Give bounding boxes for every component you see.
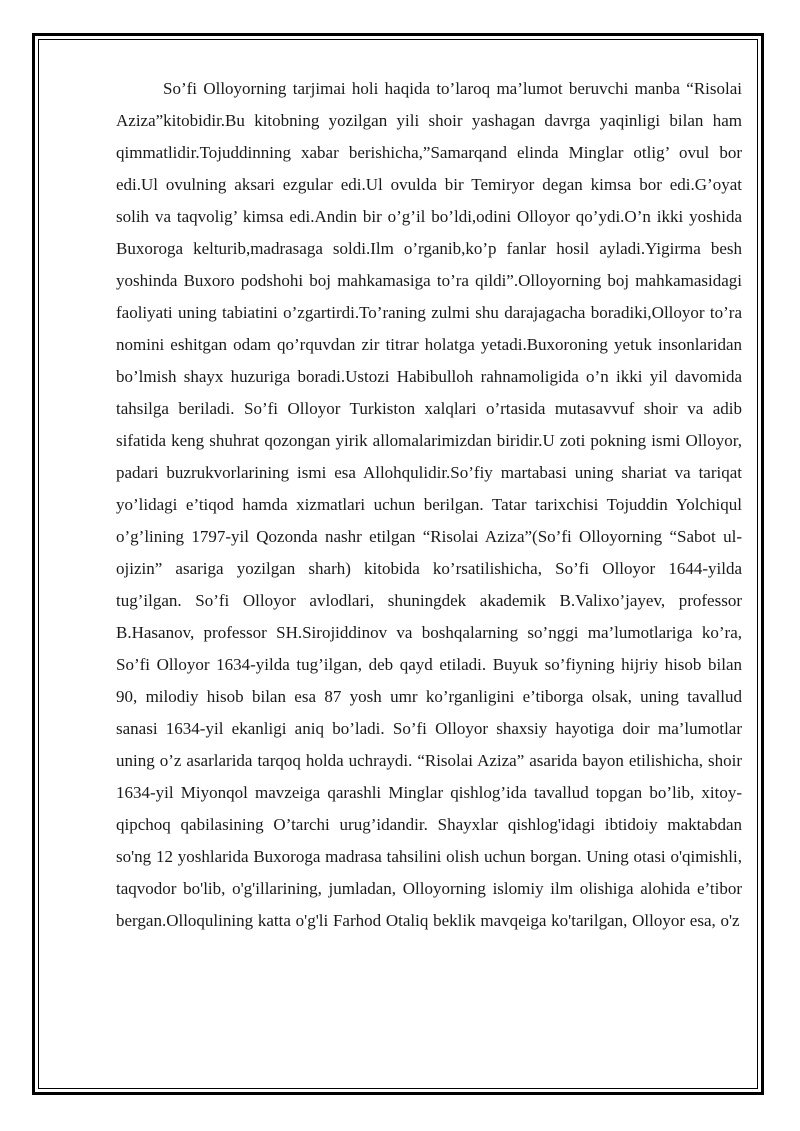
body-paragraph: So’fi Olloyorning tarjimai holi haqida to’laroq ma’lumot beruvchi manba “Risolai Aziza”kitobidir.Bu kitobning yozilgan yili shoir yashagan davrga yaqinligi bilan ham qimmatlidir.Tojuddinning xabar berishicha,”Samarqand elinda Minglar otlig’ ovul bor edi.Ul ovulning aksari ezgular edi.Ul ovulda bir Temiryor degan kimsa bor edi.G’oyat solih va taqvolig’ kimsa edi.Andin bir o’g’il bo’ldi,odini Olloyor qo’ydi.O’n ikki yoshida Buxoroga kelturib,madrasaga soldi.Ilm o’rganib,ko’p fanlar hosil ayladi.Yigirma besh yoshinda Buxoro podshohi boj mahkamasiga to’ra qildi”.Olloyorning boj mahkamasidagi faoliyati uning tabiatini o’zgartirdi.To’raning zulmi shu darajagacha boradiki,Olloyor to’ra nomini eshitgan odam qo’rquvdan zir titrar holatga yetadi.Buxoroning yetuk insonlaridan bo’lmish shayx huzuriga boradi.Ustozi Habibulloh rahnamoligida o’n ikki yil davomida tahsilga beriladi. So’fi Olloyor Turkiston xalqlari o’rtasida mutasavvuf shoir va adib sifatida keng shuhrat qozongan yirik allomalarimizdan biridir.U zoti pokning ismi Olloyor, padari buzrukvorlarining ismi esa Allohqulidir.So’fiy martabasi uning shariat va tariqat yo’lidagi e’tiqod hamda xizmatlari uchun berilgan. Tatar tarixchisi Tojuddin Yolchiqul o’g’lining 1797-yil Qozonda nashr etilgan “Risolai Aziza”(So’fi Olloyorning “Sabot ul-ojizin” asariga yozilgan sharh) kitobida ko’rsatilishicha, So’fi Olloyor 1644-yilda tug’ilgan. So’fi Olloyor avlodlari, shuningdek akademik B.Valixo’jayev, professor B.Hasanov, professor SH.Sirojiddinov va boshqalarning so’nggi ma’lumotlariga ko’ra, So’fi Olloyor 1634-yilda tug’ilgan, deb qayd etiladi. Buyuk so’fiyning hijriy hisob bilan 90, milodiy hisob bilan esa 87 yosh umr ko’rganligini e’tiborga olsak, uning tavallud sanasi 1634-yil ekanligi aniq bo’ladi. So’fi Olloyor shaxsiy hayotiga doir ma’lumotlar uning o’z asarlarida tarqoq holda uchraydi. “Risolai Aziza” asarida bayon etilishicha, shoir 1634-yil Miyonqol mavzeiga qarashli Minglar qishlog’ida tavallud topgan bo’lib, xitoy-qipchoq qabilasining O’tarchi urug’idandir. Shayxlar qishlog'idagi ibtidoiy maktabdan so'ng 12 yoshlarida Buxoroga madrasa tahsilini olish uchun borgan. Uning otasi o'qimishli, taqvodor bo'lib, o'g'illarining, jumladan, Olloyorning islomiy ilm olishiga alohida e’tibor bergan.Olloqulining katta o'g'li Farhod Otaliq beklik mavqeiga ko'tarilgan, Olloyor esa, o'z bbox=[116, 79, 742, 930]
